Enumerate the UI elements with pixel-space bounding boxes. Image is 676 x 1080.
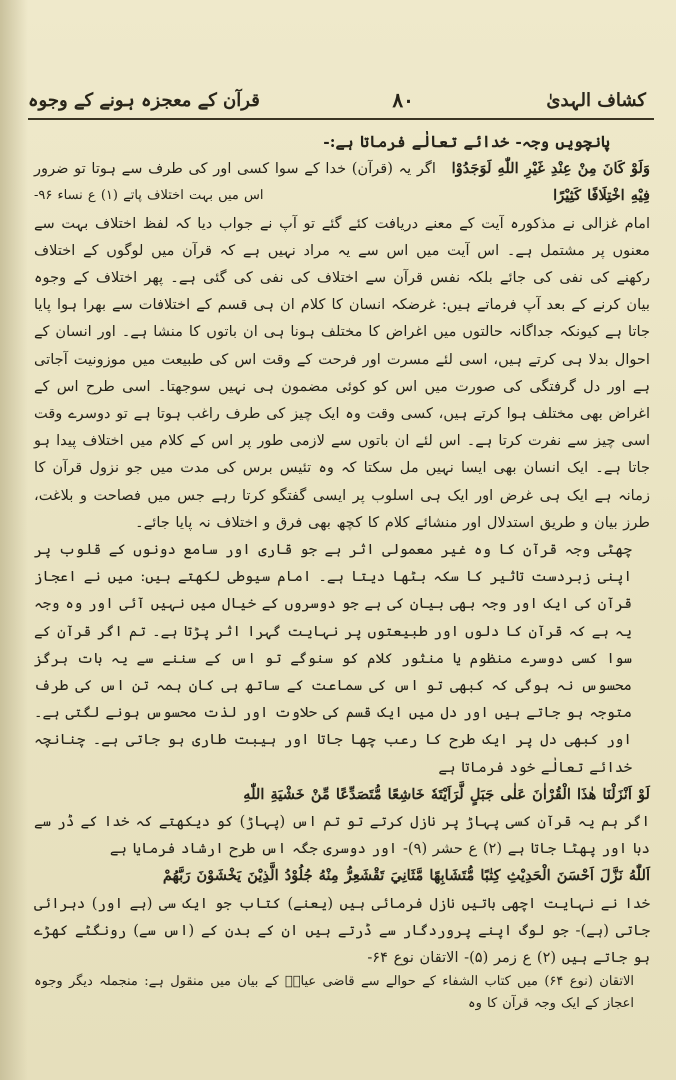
verse-1-translation: اگر یہ (قرآن) خدا کے سوا کسی اور کی طرف سے ہوتا تو ضرور [34,160,436,178]
verse-3-arabic: اَللّٰهُ نَزَّلَ اَحْسَنَ الْحَدِيْثِ كِتٰبًا مُّتَشَابِهًا مَّثَانِيَ تَقْشَعِرُّ مِنْهُ جُلُوْدُ الَّذِيْنَ يَخْشَوْنَ رَبَّهُمْ [162,867,650,885]
page-header [28,80,646,120]
verse-1-arabic-2: فِيْهِ اخْتِلَافًا كَثِيْرًا [553,187,650,205]
verse-1-arabic: وَلَوْ كَانَ مِنْ عِنْدِ غَيْرِ اللّٰهِ لَوَجَدُوْا [451,160,650,178]
section-6-paragraph: چھٹی وجہ قرآن کا وہ غیر معمولی اثر ہے جو قاری اور سامع دونوں کے قلوب پر اپنی زبردست تاثیر کا سکہ بٹھا دیتا ہے۔ امام سیوطی لکھتے ہیں: میں نے اعجاز قرآن کی ایک اور وجہ بھی بیان کی ہے جو دوسروں کے خیال میں نہیں آئی اور وہ وجہ یہ ہے کہ قرآن کا دلوں اور طبیعتوں پر نہایت گہرا اثر پڑتا ہے۔ تم اگر قرآن کے سوا کسی دوسرے منظوم یا منثور کلام کو سنوگے تو اس کے سننے سے یہ بات ہرگز محسوس نہ ہوگی کہ کبھی تو اس کی سماعت کے ساتھ ہی کان ہمہ تن اس کی طرف متوجہ ہو جاتے ہیں اور دل میں ایک قسم کی حلاوت اور لذت محسوس ہونے لگتی ہے۔ اور کبھی دل پر ایک طرح کا رعب چھا جاتا اور ہیبت طاری ہو جاتی ہے۔ چنانچہ خدائے تعالٰے خود فرماتا ہے [34,541,632,776]
gutter-shadow [0,0,28,1080]
page-number: ۸۰ [392,88,414,112]
verse-1-line [34,155,650,182]
book-title: کشاف الہدیٰ [546,89,646,111]
header-rule [28,118,654,120]
verse-2-arabic: لَوْ اَنْزَلْنَا هٰذَا الْقُرْاٰنَ عَلٰى جَبَلٍ لَّرَاَيْتَهٗ خَاشِعًا مُّتَصَدِّعًا مِّنْ خَشْيَةِ اللّٰهِ [243,785,650,803]
page-body [34,128,650,1040]
section-5-heading: پانچویں وجہ- خدائے تعالٰے فرماتا ہے:- [323,132,610,151]
verse-2-translation: اگر ہم یہ قرآن کسی پہاڑ پر نازل کرتے تو تم اس (پہاڑ) کو دیکھتے کہ خدا کے ڈر سے دبا اور پھٹا جاتا ہے (۲) ع حشر (۹)- اور دوسری جگہ اس طرح ارشاد فرمایا ہے [34,813,650,858]
section-5-paragraph: امام غزالی نے مذکورہ آیت کے معنے دریافت کئے گئے تو آپ نے جواب دیا کہ لفظ اختلاف بہت سے معنوں پر مشتمل ہے۔ اس آیت میں اس سے یہ مراد نہیں ہے کہ قرآن میں لوگوں کے اختلاف رکھنے کی نفی کی جائے بلکہ نفس قرآن سے اختلاف کی نفی کی گئی ہے۔ پھر اختلاف کے وجوہ بیان کرنے کے بعد آپ فرماتے ہیں: غرضکہ انسان کا کلام ان ہی قسم کے اختلافات سے بھرا ہوا پایا جاتا ہے کیونکہ جداگانہ حالتوں میں اغراض کا مختلف ہونا ہی ان باتوں کا منشا ہے۔ اور انسان کے احوال بدلا ہی کرتے ہیں، اسی لئے مسرت اور فرحت کے وقت اس کی طبیعت میں موزونیت آجاتی ہے اور دل گرفتگی کی صورت میں اس کو کوئی مضمون ہی نہیں سوجھتا۔ اسی طرح اس کے اغراض بھی مختلف ہوا کرتے ہیں، کسی وقت وہ ایک چیز کی طرف راغب ہوتا ہے تو دوسرے وقت اسی چیز سے نفرت کرتا ہے۔ اس لئے ان باتوں سے لازمی طور پر اس کے کلام میں اختلاف پیدا ہو جاتا ہے۔ ایک انسان بھی ایسا نہیں مل سکتا کہ وہ تئیس برس کی مدت میں جو نزول قرآن کا زمانہ ہے ایک ہی غرض اور ایک ہی اسلوب پر ایسی گفتگو کرتا رہے جس میں فصاحت و بلاغت، طرز بیان و طریق استدلال اور منشائے کلام کا کچھ بھی فرق و اختلاف نہ پایا جائے۔ [34,214,650,531]
chapter-title: قرآن کے معجزہ ہونے کے وجوہ [28,89,260,111]
footnote-text: الاتقان (نوع ۶۴) میں کتاب الشفاء کے حوالے سے قاضی عیاضؒ کے بیان میں منقول ہے: منجملہ دیگر وجوہ اعجاز کے ایک وجہ قرآن کا وہ [34,974,634,1012]
verse-1-line-2 [34,182,650,209]
verse-1-reference: اس میں بہت اختلاف پاتے (۱) ع نساء ۹۶- [34,188,264,204]
verse-3-translation: خدا نے نہایت اچھی باتیں نازل فرمائی ہیں (یعنے) کتاب جو ایک سی (ہے اور) دہرائی جاتی (ہے)- جو لوگ اپنے پروردگار سے ڈرتے ہیں ان کے بدن کے (اس سے) رونگٹے کھڑے ہو جاتے ہیں (۲) ع زمر (۵)- الاتقان نوع ۶۴- [34,894,650,967]
